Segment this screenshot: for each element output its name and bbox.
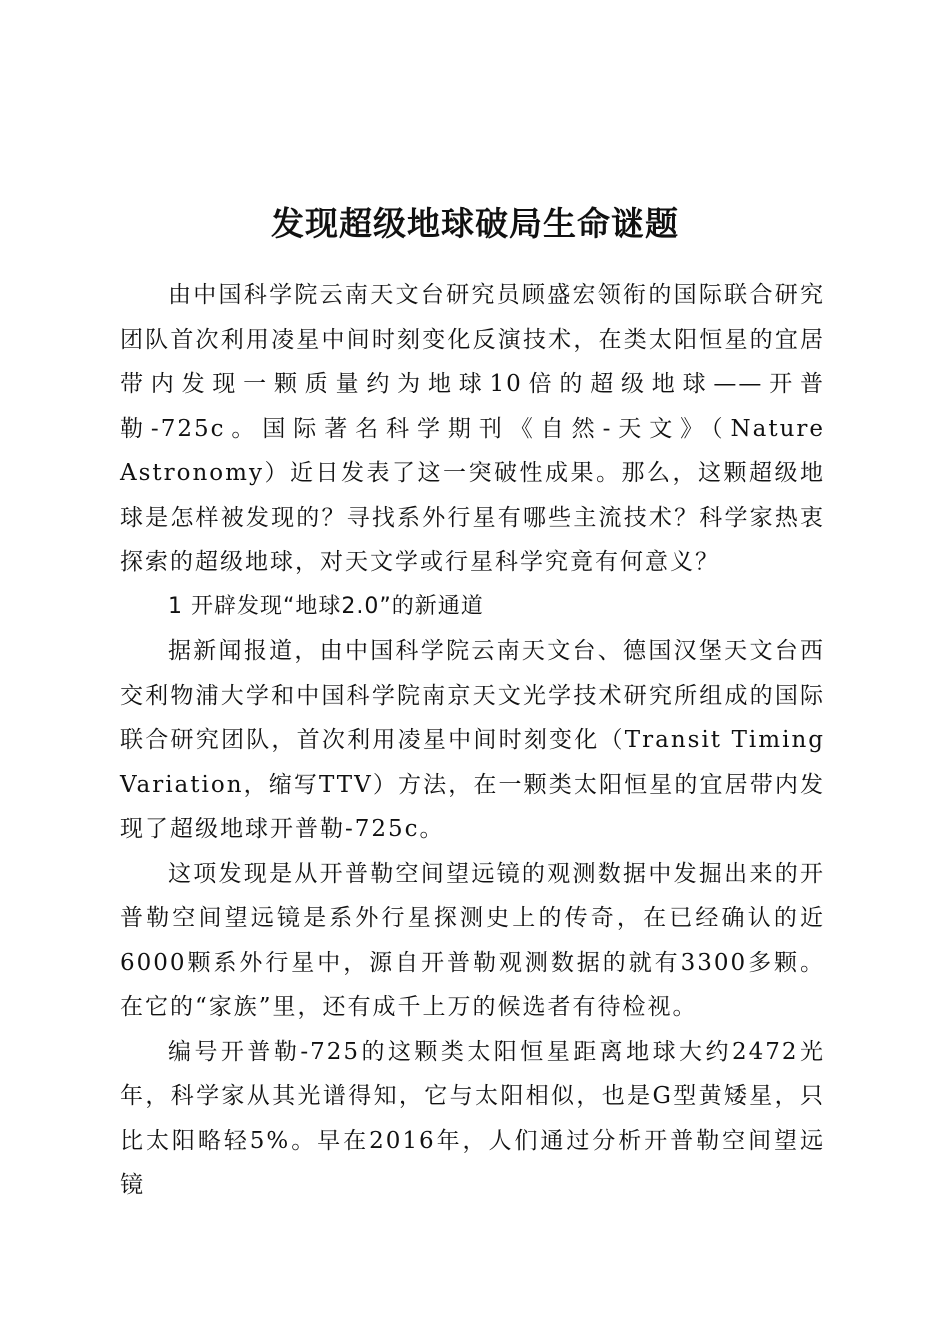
article-body (120, 273, 825, 1208)
section-paragraph-1: 据新闻报道，由中国科学院云南天文台、德国汉堡天文台西交利物浦大学和中国科学院南京天文光学技术研究所组成的国际联合研究团队，首次利用凌星中间时刻变化（Transit Timing Variation，缩写TTV）方法，在一颗类太阳恒星的宜居带内发现了超级地球开普勒-725c。 (120, 638, 825, 842)
intro-paragraph: 由中国科学院云南天文台研究员顾盛宏领衔的国际联合研究团队首次利用凌星中间时刻变化反演技术，在类太阳恒星的宜居带内发现一颗质量约为地球10倍的超级地球——开普勒-725c。国际著名科学期刊《自然-天文》（Nature Astronomy）近日发表了这一突破性成果。那么，这颗超级地球是怎样被发现的？寻找系外行星有哪些主流技术？科学家热衷探索的超级地球，对天文学或行星科学究竟有何意义？ (120, 282, 825, 575)
section-paragraph-2: 这项发现是从开普勒空间望远镜的观测数据中发掘出来的开普勒空间望远镜是系外行星探测史上的传奇，在已经确认的近6000颗系外行星中，源自开普勒观测数据的就有3300多颗。在它的“家族”里，还有成千上万的候选者有待检视。 (120, 860, 825, 1020)
section-heading: 1 开辟发现“地球2.0”的新通道 (168, 593, 484, 619)
section-paragraph-3: 编号开普勒-725的这颗类太阳恒星距离地球大约2472光年，科学家从其光谱得知，它与太阳相似，也是G型黄矮星，只比太阳略轻5%。早在2016年，人们通过分析开普勒空间望远镜 (120, 1038, 825, 1198)
article-title: 发现超级地球破局生命谜题 (271, 204, 679, 244)
